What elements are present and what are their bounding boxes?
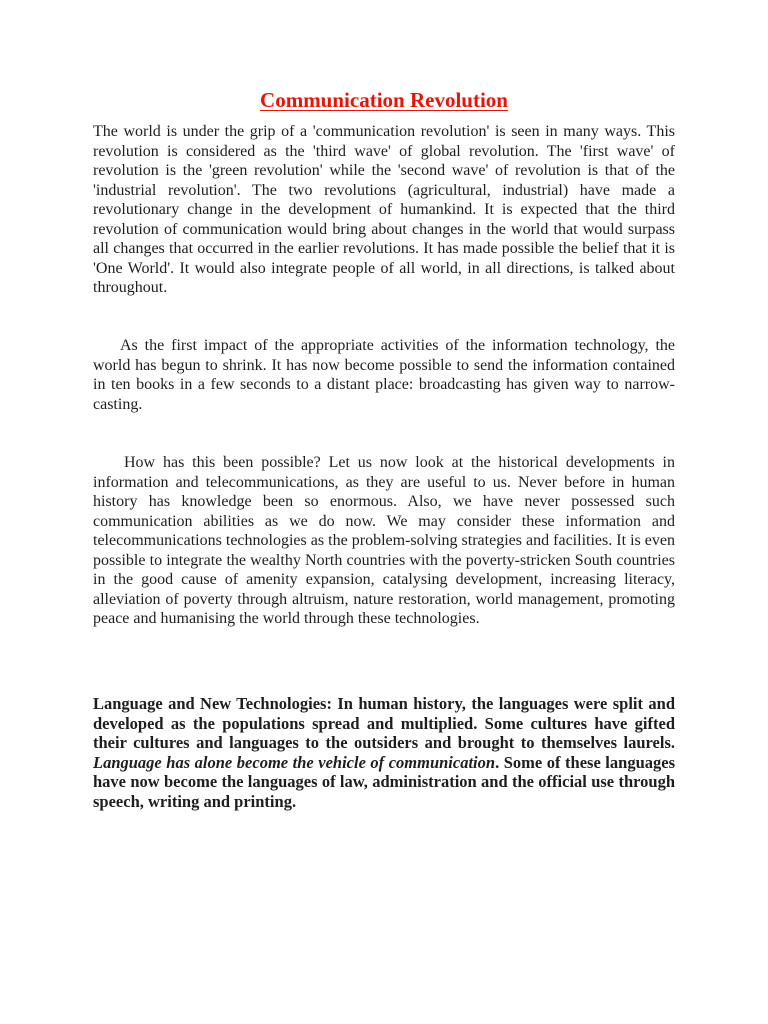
paragraph-history: How has this been possible? Let us now look at the historical developments in information and telecommunications, as they are useful to us. Never before in human history has knowledge been so enormous. Also, we have never possessed such communication abilities as we do now. We may consider these information and telecommunications technologies as the problem-solving strategies and facilities. It is even possible to integrate the wealthy North countries with the poverty-stricken South countries in the good cause of amenity expansion, catalysing development, increasing literacy, alleviation of poverty through altruism, nature restoration, world management, promoting peace and humanising the world through these technologies. [93, 454, 675, 627]
paragraph-language [93, 694, 675, 812]
paragraph-language-lead: Language and New Technologies: In human history, the languages were split and developed as the populations spread and multiplied. Some cultures have gifted their cultures and languages to the outsiders and brought to themselves laurels. [93, 694, 675, 753]
page-title: Communication Revolution [260, 88, 508, 112]
paragraph-language-emphasis: Language has alone become the vehicle of communication [93, 752, 496, 772]
paragraph-language-tail: . Some of these languages have now become the languages of law, administration and the official use through speech, writing and printing. [93, 752, 675, 811]
paragraph-intro: The world is under the grip of a 'communication revolution' is seen in many ways. This revolution is considered as the 'third wave' of global revolution. The 'first wave' of revolution is the 'green revolution' while the 'second wave' of revolution is that of the 'industrial revolution'. The two revolutions (agricultural, industrial) have made a revolutionary change in the development of humankind. It is expected that the third revolution of communication would bring about changes in the world that would surpass all changes that occurred in the earlier revolutions. It has made possible the belief that it is 'One World'. It would also integrate people of all world, in all directions, is talked about throughout. [93, 123, 675, 296]
paragraph-impact: As the first impact of the appropriate activities of the information technology, the world has begun to shrink. It has now become possible to send the information contained in ten books in a few seconds to a distant place: broadcasting has given way to narrow-casting. [93, 337, 675, 413]
